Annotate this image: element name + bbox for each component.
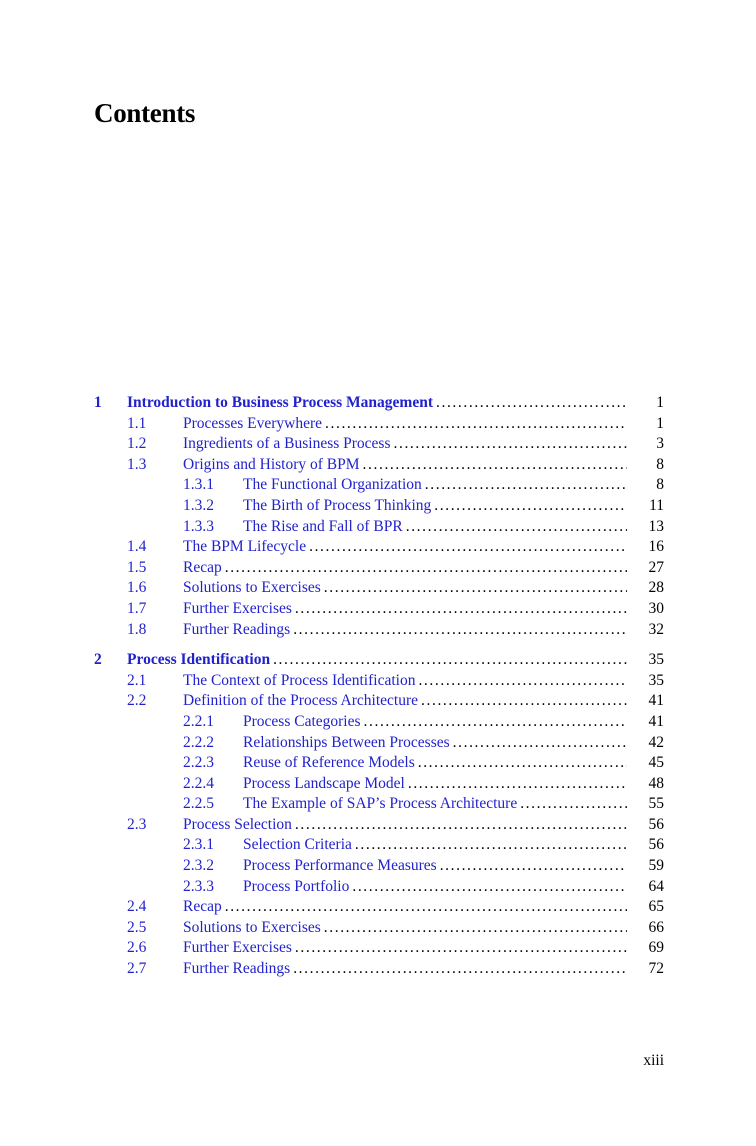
toc-entry: [243, 475, 627, 496]
toc-page-number[interactable]: 65: [648, 898, 664, 916]
toc-leader-dots: [293, 620, 627, 641]
toc-leader-dots: [394, 434, 628, 455]
toc-leader-dots: [406, 517, 627, 538]
toc-leader-dots: [453, 733, 627, 754]
toc-entry: [243, 753, 627, 774]
toc-entry: [183, 455, 627, 476]
toc-entry-number[interactable]: 1: [94, 394, 102, 411]
toc-section-row[interactable]: [0, 537, 756, 558]
toc-entry-number[interactable]: 1.5: [127, 558, 147, 576]
toc-subsection-row[interactable]: [0, 877, 756, 898]
toc-entry: [243, 733, 627, 754]
toc-page-number[interactable]: 35: [648, 671, 664, 689]
toc-section-row[interactable]: [0, 671, 756, 692]
toc-entry-link[interactable]: Recap: [183, 898, 222, 916]
toc-leader-dots: [309, 537, 627, 558]
toc-entry: [127, 393, 627, 414]
toc-entry-number[interactable]: 2.3: [127, 815, 147, 833]
toc-leader-dots: [324, 578, 627, 599]
toc-entry-link[interactable]: The Rise and Fall of BPR: [243, 517, 403, 535]
toc-page-number[interactable]: 55: [648, 795, 664, 813]
toc-entry-number[interactable]: 2.4: [127, 898, 147, 916]
toc-section-row[interactable]: [0, 434, 756, 455]
toc-entry-link[interactable]: Processes Everywhere: [183, 414, 323, 432]
toc-entry-number[interactable]: 2.2.3: [183, 754, 214, 772]
toc-subsection-row[interactable]: [0, 712, 756, 733]
toc-entry-number[interactable]: 2.2.5: [183, 795, 214, 813]
toc-leader-dots: [408, 774, 627, 795]
toc-leader-dots: [425, 475, 627, 496]
toc-page-number[interactable]: 32: [648, 620, 664, 638]
toc-page-number[interactable]: 30: [648, 599, 664, 617]
toc-entry-link[interactable]: Definition of the Process Architecture: [183, 692, 419, 710]
toc-entry-link[interactable]: Process Landscape Model: [243, 774, 405, 792]
toc-entry-link[interactable]: Selection Criteria: [243, 836, 352, 854]
toc-leader-dots: [421, 691, 627, 712]
toc-section-row[interactable]: [0, 959, 756, 980]
toc-entry-link[interactable]: Further Readings: [183, 960, 291, 978]
toc-leader-dots: [418, 671, 627, 692]
toc-page-number[interactable]: 28: [648, 579, 664, 597]
toc-entry-number[interactable]: 1.6: [127, 579, 147, 597]
toc-entry-number[interactable]: 1.4: [127, 538, 147, 556]
toc-page-number[interactable]: 16: [648, 538, 664, 556]
toc-entry-number[interactable]: 2.5: [127, 918, 147, 936]
toc-entry-number[interactable]: 1.3: [127, 455, 147, 473]
toc-page-number[interactable]: 8: [656, 455, 664, 473]
toc-entry: [183, 897, 627, 918]
toc-entry-number[interactable]: 1.1: [127, 414, 147, 432]
toc-page-number[interactable]: 72: [648, 960, 664, 978]
toc-leader-dots: [295, 599, 627, 620]
toc-entry-link[interactable]: The Functional Organization: [243, 476, 422, 494]
toc-entry: [243, 877, 627, 898]
toc-entry: [183, 959, 627, 980]
toc-entry-link[interactable]: Further Readings: [183, 620, 291, 638]
toc-leader-dots: [440, 856, 627, 877]
toc-entry-number[interactable]: 2.3.2: [183, 857, 214, 875]
toc-section-row[interactable]: [0, 620, 756, 641]
toc-entry: [243, 835, 627, 856]
toc-entry-link[interactable]: Introduction to Business Process Management: [127, 394, 433, 411]
toc-leader-dots: [355, 835, 627, 856]
toc-page-number[interactable]: 1: [656, 394, 664, 411]
toc-leader-dots: [225, 897, 627, 918]
toc-page-number[interactable]: 56: [648, 815, 664, 833]
toc-leader-dots: [295, 815, 627, 836]
toc-leader-dots: [225, 558, 627, 579]
toc-entry: [243, 517, 627, 538]
toc-entry-link[interactable]: Solutions to Exercises: [183, 918, 321, 936]
toc-chapter-row[interactable]: [0, 393, 756, 414]
toc-entry: [183, 815, 627, 836]
toc-leader-dots: [364, 712, 627, 733]
toc-leader-dots: [352, 877, 627, 898]
toc-entry-link[interactable]: Solutions to Exercises: [183, 579, 321, 597]
toc-entry-number[interactable]: 2.2.2: [183, 733, 214, 751]
toc-leader-dots: [434, 496, 627, 517]
toc-page-number[interactable]: 11: [649, 496, 664, 514]
table-of-contents: [0, 393, 756, 980]
toc-entry-link[interactable]: Process Selection: [183, 815, 292, 833]
toc-entry-link[interactable]: Further Exercises: [183, 939, 292, 957]
toc-entry-link[interactable]: Further Exercises: [183, 599, 292, 617]
toc-entry: [183, 671, 627, 692]
toc-leader-dots: [436, 393, 627, 414]
toc-section-row[interactable]: [0, 558, 756, 579]
toc-page-number[interactable]: 13: [648, 517, 664, 535]
toc-section-row[interactable]: [0, 918, 756, 939]
page-title: Contents: [94, 98, 196, 128]
toc-entry: [183, 620, 627, 641]
toc-entry-link[interactable]: The Context of Process Identification: [183, 671, 416, 689]
toc-section-row[interactable]: [0, 897, 756, 918]
toc-entry: [243, 712, 627, 733]
toc-leader-dots: [418, 753, 627, 774]
toc-subsection-row[interactable]: [0, 517, 756, 538]
toc-section-row[interactable]: [0, 815, 756, 836]
toc-subsection-row[interactable]: [0, 753, 756, 774]
toc-entry-number[interactable]: 2.3.1: [183, 836, 214, 854]
toc-entry-link[interactable]: Ingredients of a Business Process: [183, 435, 391, 453]
toc-leader-dots: [520, 794, 627, 815]
toc-entry: [183, 691, 627, 712]
toc-entry: [183, 434, 627, 455]
toc-entry-number[interactable]: 1.3.3: [183, 517, 214, 535]
toc-page-number[interactable]: 27: [648, 558, 664, 576]
toc-page-number[interactable]: 64: [648, 877, 664, 895]
toc-leader-dots: [293, 959, 627, 980]
toc-page-number[interactable]: 48: [648, 774, 664, 792]
toc-leader-dots: [325, 414, 627, 435]
toc-section-row[interactable]: [0, 691, 756, 712]
toc-entry-link[interactable]: The BPM Lifecycle: [183, 538, 307, 556]
toc-entry-link[interactable]: The Birth of Process Thinking: [243, 496, 432, 514]
toc-entry: [183, 558, 627, 579]
toc-page-number[interactable]: 59: [648, 857, 664, 875]
toc-leader-dots: [363, 455, 627, 476]
toc-leader-dots: [324, 918, 627, 939]
toc-chapter-row[interactable]: [0, 650, 756, 671]
toc-entry-number[interactable]: 1.7: [127, 599, 147, 617]
toc-subsection-row[interactable]: [0, 733, 756, 754]
toc-section-row[interactable]: [0, 938, 756, 959]
toc-page-number[interactable]: 41: [648, 692, 664, 710]
toc-leader-dots: [295, 938, 627, 959]
toc-entry-number[interactable]: 2.3.3: [183, 877, 214, 895]
toc-entry-number[interactable]: 2.1: [127, 671, 147, 689]
toc-entry-number[interactable]: 1.3.1: [183, 476, 214, 494]
toc-page-number[interactable]: 42: [648, 733, 664, 751]
toc-entry-number[interactable]: 2.2: [127, 692, 147, 710]
toc-subsection-row[interactable]: [0, 856, 756, 877]
toc-page-number[interactable]: 41: [648, 712, 664, 730]
toc-page-number[interactable]: 1: [656, 414, 664, 432]
toc-section-row[interactable]: [0, 578, 756, 599]
toc-page-number[interactable]: 45: [648, 754, 664, 772]
toc-entry-link[interactable]: Recap: [183, 558, 222, 576]
toc-entry: [183, 578, 627, 599]
toc-entry: [183, 414, 627, 435]
toc-page-number[interactable]: 3: [656, 435, 664, 453]
toc-entry-link[interactable]: Reuse of Reference Models: [243, 754, 415, 772]
toc-page-number[interactable]: 8: [656, 476, 664, 494]
toc-subsection-row[interactable]: [0, 835, 756, 856]
toc-entry-number[interactable]: 2.2.4: [183, 774, 214, 792]
toc-entry: [243, 794, 627, 815]
toc-entry-link[interactable]: Process Performance Measures: [243, 857, 437, 875]
toc-subsection-row[interactable]: [0, 794, 756, 815]
toc-page-number[interactable]: 35: [648, 651, 664, 669]
toc-section-row[interactable]: [0, 455, 756, 476]
toc-entry: [243, 774, 627, 795]
toc-entry-link[interactable]: Process Portfolio: [243, 877, 350, 895]
toc-entry: [243, 496, 627, 517]
toc-section-row[interactable]: [0, 414, 756, 435]
toc-entry-link[interactable]: Process Categories: [243, 712, 361, 730]
toc-entry-number[interactable]: 2.6: [127, 939, 147, 957]
toc-section-row[interactable]: [0, 599, 756, 620]
toc-entry-number[interactable]: 2: [94, 651, 102, 669]
toc-entry-link[interactable]: Relationships Between Processes: [243, 733, 450, 751]
page-number: xiii: [643, 1052, 664, 1069]
toc-page-number[interactable]: 69: [648, 939, 664, 957]
toc-entry-number[interactable]: 1.8: [127, 620, 147, 638]
toc-entry-number[interactable]: 2.7: [127, 960, 147, 978]
toc-page-number[interactable]: 56: [648, 836, 664, 854]
toc-entry: [243, 856, 627, 877]
toc-entry-number[interactable]: 1.3.2: [183, 496, 214, 514]
toc-page-number[interactable]: 66: [648, 918, 664, 936]
toc-subsection-row[interactable]: [0, 496, 756, 517]
toc-entry-number[interactable]: 2.2.1: [183, 712, 214, 730]
toc-entry-number[interactable]: 1.2: [127, 435, 147, 453]
toc-entry: [183, 599, 627, 620]
toc-entry: [183, 918, 627, 939]
toc-entry-link[interactable]: Process Identification: [127, 651, 271, 669]
toc-subsection-row[interactable]: [0, 774, 756, 795]
toc-entry: [183, 938, 627, 959]
toc-entry: [183, 537, 627, 558]
toc-subsection-row[interactable]: [0, 475, 756, 496]
toc-leader-dots: [273, 650, 627, 671]
toc-entry-link[interactable]: Origins and History of BPM: [183, 455, 360, 473]
toc-entry: [127, 650, 627, 671]
toc-entry-link[interactable]: The Example of SAP’s Process Architecture: [243, 795, 518, 813]
